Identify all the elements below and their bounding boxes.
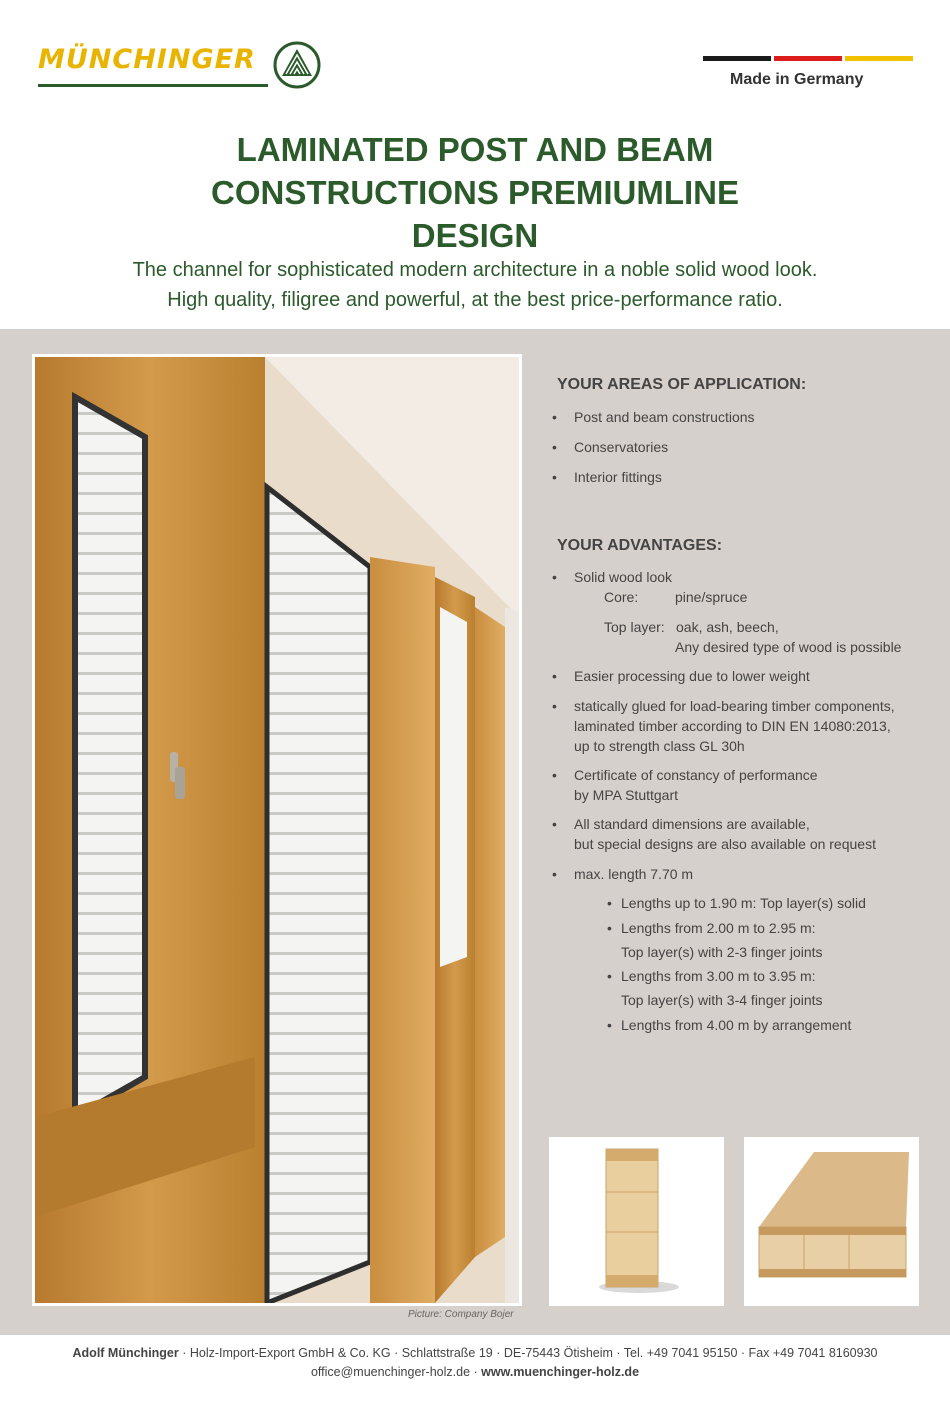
core-value: pine/spruce [675, 589, 748, 605]
footer-address [0, 1346, 950, 1360]
footer-website-link[interactable]: www.muenchinger-holz.de [481, 1365, 640, 1379]
sub-bullet: • [607, 1017, 612, 1033]
beam-perspective-illustration [744, 1137, 919, 1306]
length-item: Lengths from 2.00 m to 2.95 m: [621, 920, 816, 936]
length-item: Lengths from 4.00 m by arrangement [621, 1017, 852, 1033]
title-line-3: DESIGN [411, 217, 539, 254]
flag-stripe-black [703, 56, 771, 61]
applications-heading: YOUR AREAS OF APPLICATION: [557, 376, 807, 393]
length-item: Lengths up to 1.90 m: Top layer(s) solid [621, 895, 866, 911]
beam-section-image [549, 1137, 724, 1306]
flag-stripe-red [774, 56, 842, 61]
top-layer-value-1: oak, ash, beech, [676, 619, 779, 635]
title-line-2: CONSTRUCTIONS PREMIUMLINE [211, 174, 739, 211]
logo-wordmark: MÜNCHINGER [38, 44, 256, 75]
flag-stripe-gold [845, 56, 913, 61]
top-layer-value-2: Any desired type of wood is possible [675, 639, 902, 655]
made-in-germany: Made in Germany [730, 71, 864, 88]
page-title [0, 128, 950, 257]
list-item-continued: up to strength class GL 30h [574, 738, 745, 754]
advantages-heading: YOUR ADVANTAGES: [557, 537, 723, 554]
top-layer-label: Top layer: [604, 619, 665, 635]
sub-bullet: • [607, 968, 612, 984]
photo-caption: Picture: Company Bojer [408, 1309, 514, 1320]
list-item-continued: by MPA Stuttgart [574, 787, 679, 803]
list-item-continued: but special designs are also available on request [574, 836, 876, 852]
title-line-1: LAMINATED POST AND BEAM [236, 131, 714, 168]
footer-address-text: · Holz-Import-Export GmbH & Co. KG · Schlattstraße 19 · DE-75443 Ötisheim · Tel. +49 7041 95150 · Fax +49 7041 8160930 [178, 1346, 878, 1360]
window-photo [32, 354, 522, 1306]
length-item-continued: Top layer(s) with 3-4 finger joints [621, 992, 823, 1008]
logo-tree-icon [272, 40, 322, 90]
length-item-continued: Top layer(s) with 2-3 finger joints [621, 944, 823, 960]
sub-bullet: • [607, 895, 612, 911]
core-label: Core: [604, 589, 639, 605]
length-item: Lengths from 3.00 m to 3.95 m: [621, 968, 816, 984]
beam-cross-section-illustration [549, 1137, 724, 1306]
page-subtitle [0, 255, 950, 315]
window-illustration [35, 357, 519, 1303]
footer-email[interactable]: office@muenchinger-holz.de · [310, 1365, 482, 1379]
subtitle-line-1: The channel for sophisticated modern architecture in a noble solid wood look. [132, 259, 818, 281]
beam-perspective-image [744, 1137, 919, 1306]
sub-bullet: • [607, 920, 612, 936]
logo-underline [38, 84, 268, 87]
list-item-continued: laminated timber according to DIN EN 14080:2013, [574, 718, 891, 734]
footer-contact [0, 1365, 950, 1379]
footer-company: Adolf Münchinger [72, 1346, 179, 1360]
subtitle-line-2: High quality, filigree and powerful, at the best price-performance ratio. [167, 289, 783, 311]
